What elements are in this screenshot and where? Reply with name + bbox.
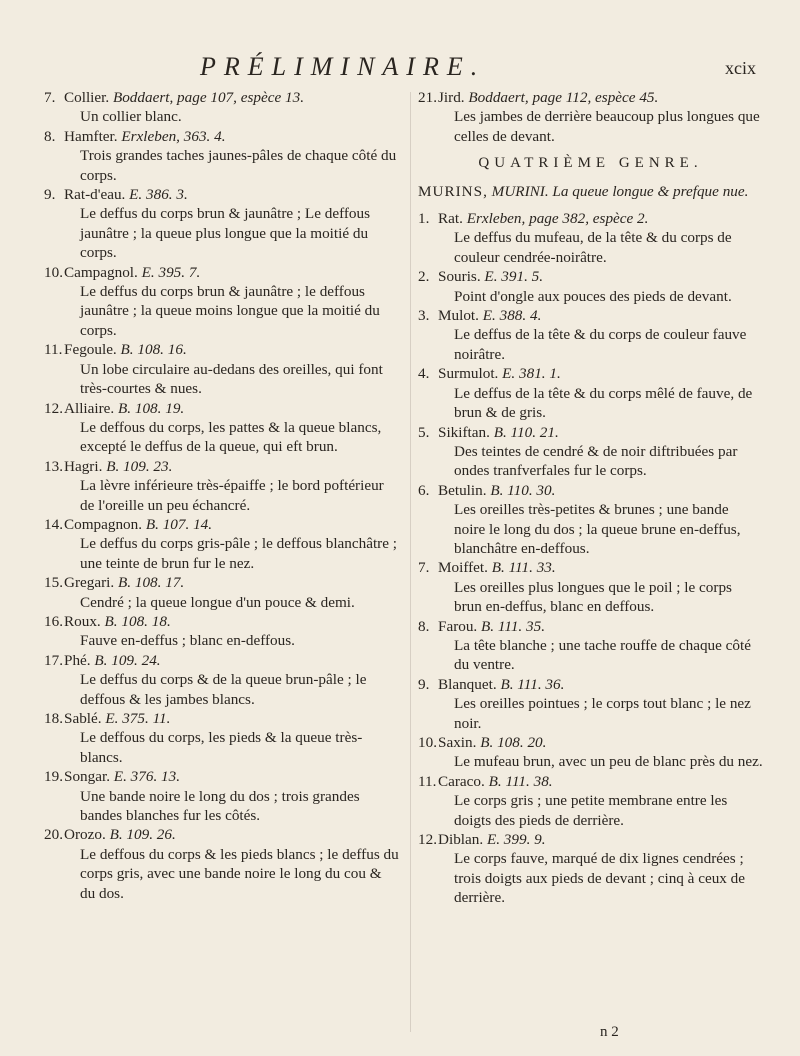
list-item <box>418 830 763 908</box>
entry-heading <box>44 825 399 844</box>
genre-description: La queue longue & prefque nue. <box>552 182 749 200</box>
entry-description: Le deffous du corps, les pattes & la queue blancs, excepté le deffus de la queue, qui eft brun. <box>80 418 382 456</box>
entry-heading <box>418 364 763 383</box>
list-item <box>418 267 763 306</box>
entry-reference: B. 110. 21. <box>493 423 559 441</box>
entry-name: Orozo. <box>64 826 106 844</box>
entry-number: 1. <box>418 210 430 228</box>
entry-name: Betulin. <box>438 481 487 499</box>
entry-number: 7. <box>418 559 430 577</box>
entry-number: 4. <box>418 365 430 383</box>
entry-name: Alliaire. <box>64 399 115 417</box>
entry-reference: B. 111. 35. <box>481 617 546 635</box>
entry-name: Caraco. <box>438 772 485 790</box>
entry-heading <box>44 340 399 359</box>
entry-name: Songar. <box>64 768 110 786</box>
entry-reference: B. 108. 16. <box>120 341 187 359</box>
entry-description: Cendré ; la queue longue d'un pouce & demi. <box>80 593 355 611</box>
entry-heading <box>418 306 763 325</box>
entry-description: Les oreilles plus longues que le poil ; le corps brun en-deffus, blanc en deffous. <box>454 578 732 616</box>
entry-name: Gregari. <box>64 574 115 592</box>
entry-number: 5. <box>418 423 430 441</box>
list-item <box>418 481 763 559</box>
entry-name: Compagnon. <box>64 515 143 533</box>
entry-description: Les oreilles pointues ; le corps tout blanc ; le nez noir. <box>454 695 751 732</box>
entry-reference: E. 388. 4. <box>482 307 542 325</box>
entry-heading <box>44 612 399 631</box>
entry-number: 15. <box>44 574 63 592</box>
list-item <box>418 772 763 830</box>
entry-number: 10. <box>44 263 63 281</box>
list-item <box>44 709 399 767</box>
entry-reference: B. 108. 19. <box>117 399 185 417</box>
entry-reference: E. 376. 13. <box>113 768 181 786</box>
running-head <box>0 52 800 82</box>
entry-heading <box>418 558 763 577</box>
entry-description: Le corps fauve, marqué de dix lignes cendrées ; trois doigts aux pieds de devant ; cinq à ceux de derrière. <box>454 850 746 907</box>
entry-heading <box>44 709 399 728</box>
entry-heading <box>44 573 399 592</box>
entry-reference: E. 395. 7. <box>141 263 201 281</box>
list-item <box>418 675 763 733</box>
entry-reference: B. 108. 17. <box>117 574 185 592</box>
right-column <box>418 88 763 908</box>
entry-heading <box>418 267 763 286</box>
entry-reference: B. 109. 23. <box>106 457 173 475</box>
entry-reference: B. 111. 33. <box>491 559 556 577</box>
entry-reference: Erxleben, 363. 4. <box>121 127 226 145</box>
list-item <box>418 423 763 481</box>
entry-number: 18. <box>44 710 63 727</box>
list-item <box>418 617 763 675</box>
list-item <box>418 733 763 772</box>
entry-reference: E. 386. 3. <box>129 186 188 204</box>
entry-description: Le mufeau brun, avec un peu de blanc près du nez. <box>454 753 763 771</box>
entry-heading <box>44 185 399 204</box>
entry-reference: E. 391. 5. <box>484 268 544 286</box>
entry-number: 7. <box>44 89 56 106</box>
entry-reference: B. 111. 38. <box>488 772 553 790</box>
section-heading: QUATRIÈME GENRE. <box>478 155 703 172</box>
entry-number: 19. <box>44 768 63 786</box>
entry-number: 11. <box>418 772 437 790</box>
entry-heading <box>418 830 763 849</box>
list-item <box>44 127 399 185</box>
entry-description: Le deffus de la tête & du corps de couleur fauve noirâtre. <box>454 326 747 363</box>
entry-name: Hamfter. <box>64 127 118 145</box>
entry-number: 12. <box>44 399 63 417</box>
entry-reference: B. 107. 14. <box>145 515 213 533</box>
entry-number: 21. <box>418 89 437 106</box>
entry-number: 3. <box>418 307 430 325</box>
page-number: xcix <box>725 58 756 78</box>
running-title: PRÉLIMINAIRE. <box>200 52 486 81</box>
entry-description: Point d'ongle aux pouces des pieds de devant. <box>454 287 732 305</box>
entry-description: Un collier blanc. <box>80 108 182 126</box>
list-item <box>44 88 399 127</box>
list-item <box>44 825 399 903</box>
entry-name: Diblan. <box>438 831 484 849</box>
entry-description: Le deffus du corps brun & jaunâtre ; le deffous jaunâtre ; la queue moins longue que la moitié du corps. <box>80 283 380 339</box>
list-item <box>44 185 399 263</box>
entry-reference: B. 110. 30. <box>490 481 556 499</box>
entry-name: Sikiftan. <box>438 423 490 441</box>
list-item <box>44 340 399 398</box>
list-item <box>418 209 763 267</box>
entry-reference: B. 109. 24. <box>94 651 161 669</box>
list-item <box>44 651 399 709</box>
entry-description: Les jambes de derrière beaucoup plus longues que celles de devant. <box>454 108 760 145</box>
entry-description: Des teintes de cendré & de noir diftribuées par ondes tranfverfales fur le corps. <box>454 442 738 480</box>
entry-name: Hagri. <box>64 457 103 475</box>
signature-mark: n 2 <box>600 1024 619 1040</box>
entry-heading <box>44 127 399 146</box>
entry-heading <box>418 733 763 752</box>
entry-description: Le deffus du mufeau, de la tête & du corps de couleur cendrée-noirâtre. <box>454 229 732 266</box>
entry-heading <box>44 457 399 476</box>
entry-heading <box>44 88 399 107</box>
entry-heading <box>418 617 763 636</box>
genre-heading <box>418 182 763 201</box>
entry-number: 11. <box>44 341 63 359</box>
entry-name: Surmulot. <box>438 365 499 383</box>
entry-reference: Boddaert, page 112, espèce 45. <box>468 89 659 106</box>
right-top-entries <box>418 88 763 146</box>
entry-description: Fauve en-deffus ; blanc en-deffous. <box>80 632 295 650</box>
entry-heading <box>44 651 399 670</box>
entry-description: Le deffus du corps gris-pâle ; le deffous blanchâtre ; une teinte de brun fur le nez. <box>80 535 398 572</box>
entry-name: Souris. <box>438 268 481 286</box>
entry-number: 14. <box>44 515 63 533</box>
entry-number: 13. <box>44 457 63 475</box>
entry-heading <box>418 423 763 442</box>
list-item <box>44 263 399 341</box>
entry-reference: Erxleben, page 382, espèce 2. <box>466 210 649 228</box>
entry-description: Le deffus de la tête & du corps mêlé de fauve, de brun & de gris. <box>454 384 753 422</box>
left-column <box>44 88 399 903</box>
list-item <box>44 457 399 515</box>
entry-description: Le deffus du corps brun & jaunâtre ; Le deffous jaunâtre ; la queue plus longue que la moitié du corps. <box>80 205 371 262</box>
entry-number: 2. <box>418 268 430 286</box>
genre-name: MURINS, <box>418 182 488 200</box>
entry-number: 9. <box>418 675 430 693</box>
entry-number: 10. <box>418 734 437 751</box>
entry-number: 8. <box>418 617 430 635</box>
entry-number: 17. <box>44 651 63 669</box>
entry-reference: B. 108. 20. <box>480 734 547 751</box>
entry-number: 9. <box>44 186 56 204</box>
entry-heading <box>44 399 399 418</box>
entry-name: Campagnol. <box>64 263 138 281</box>
entry-name: Saxin. <box>438 734 477 751</box>
entry-name: Collier. <box>64 89 110 106</box>
entry-number: 6. <box>418 481 430 499</box>
entry-heading <box>418 481 763 500</box>
entry-reference: B. 108. 18. <box>104 612 171 630</box>
entry-heading <box>418 209 763 228</box>
list-item <box>44 399 399 457</box>
entry-name: Sablé. <box>64 710 102 727</box>
entry-reference: E. 381. 1. <box>502 365 561 383</box>
entry-heading <box>44 767 399 786</box>
entry-description: Le deffous du corps, les pieds & la queue très-blancs. <box>80 729 363 766</box>
entry-name: Blanquet. <box>438 675 497 693</box>
entry-name: Rat. <box>438 210 463 228</box>
entry-name: Phé. <box>64 651 91 669</box>
list-item <box>44 767 399 825</box>
entry-reference: E. 399. 9. <box>486 831 546 849</box>
entry-reference: B. 109. 26. <box>109 826 176 844</box>
entry-number: 12. <box>418 831 437 849</box>
entry-name: Farou. <box>438 617 478 635</box>
entry-name: Moiffet. <box>438 559 488 577</box>
list-item <box>44 612 399 651</box>
entry-name: Rat-d'eau. <box>64 186 126 204</box>
entry-reference: E. 375. 11. <box>105 710 171 727</box>
entry-description: Le deffus du corps & de la queue brun-pâle ; le deffous & les jambes blancs. <box>80 671 367 708</box>
list-item <box>418 306 763 364</box>
list-item <box>418 364 763 422</box>
entry-description: Le deffous du corps & les pieds blancs ; le deffus du corps gris, avec une bande noire le long du cou & du dos. <box>80 845 399 902</box>
entry-heading <box>418 88 763 107</box>
entry-name: Mulot. <box>438 307 479 325</box>
entry-reference: Boddaert, page 107, espèce 13. <box>112 89 304 106</box>
entry-description: Trois grandes taches jaunes-pâles de chaque côté du corps. <box>80 147 397 184</box>
entry-name: Fegoule. <box>64 341 117 359</box>
list-item <box>44 515 399 573</box>
right-entries <box>418 209 763 908</box>
entry-heading <box>44 263 399 282</box>
list-item <box>418 558 763 616</box>
entry-description: La lèvre inférieure très-épaiffe ; le bord poftérieur de l'oreille un peu échancré. <box>80 477 384 514</box>
column-gutter <box>410 92 411 1032</box>
genre-latin: MURINI. <box>491 182 549 200</box>
list-item <box>44 573 399 612</box>
entry-number: 8. <box>44 127 56 145</box>
entry-heading <box>418 675 763 694</box>
entry-name: Roux. <box>64 612 101 630</box>
list-item <box>418 88 763 146</box>
entry-name: Jird. <box>438 89 465 106</box>
entry-heading <box>44 515 399 534</box>
entry-description: La tête blanche ; une tache rouffe de chaque côté du ventre. <box>454 636 751 674</box>
entry-reference: B. 111. 36. <box>500 675 565 693</box>
entry-heading <box>418 772 763 791</box>
entry-number: 16. <box>44 612 63 630</box>
entry-number: 20. <box>44 826 63 844</box>
entry-description: Le corps gris ; une petite membrane entre les doigts des pieds de derrière. <box>454 792 728 829</box>
entry-description: Un lobe circulaire au-dedans des oreilles, qui font très-courtes & nues. <box>80 360 383 398</box>
entry-description: Les oreilles très-petites & brunes ; une bande noire le long du dos ; la queue brune en-deffus, blanchâtre en-deffous. <box>454 501 741 557</box>
entry-description: Une bande noire le long du dos ; trois grandes bandes blanches fur les côtés. <box>80 787 360 825</box>
